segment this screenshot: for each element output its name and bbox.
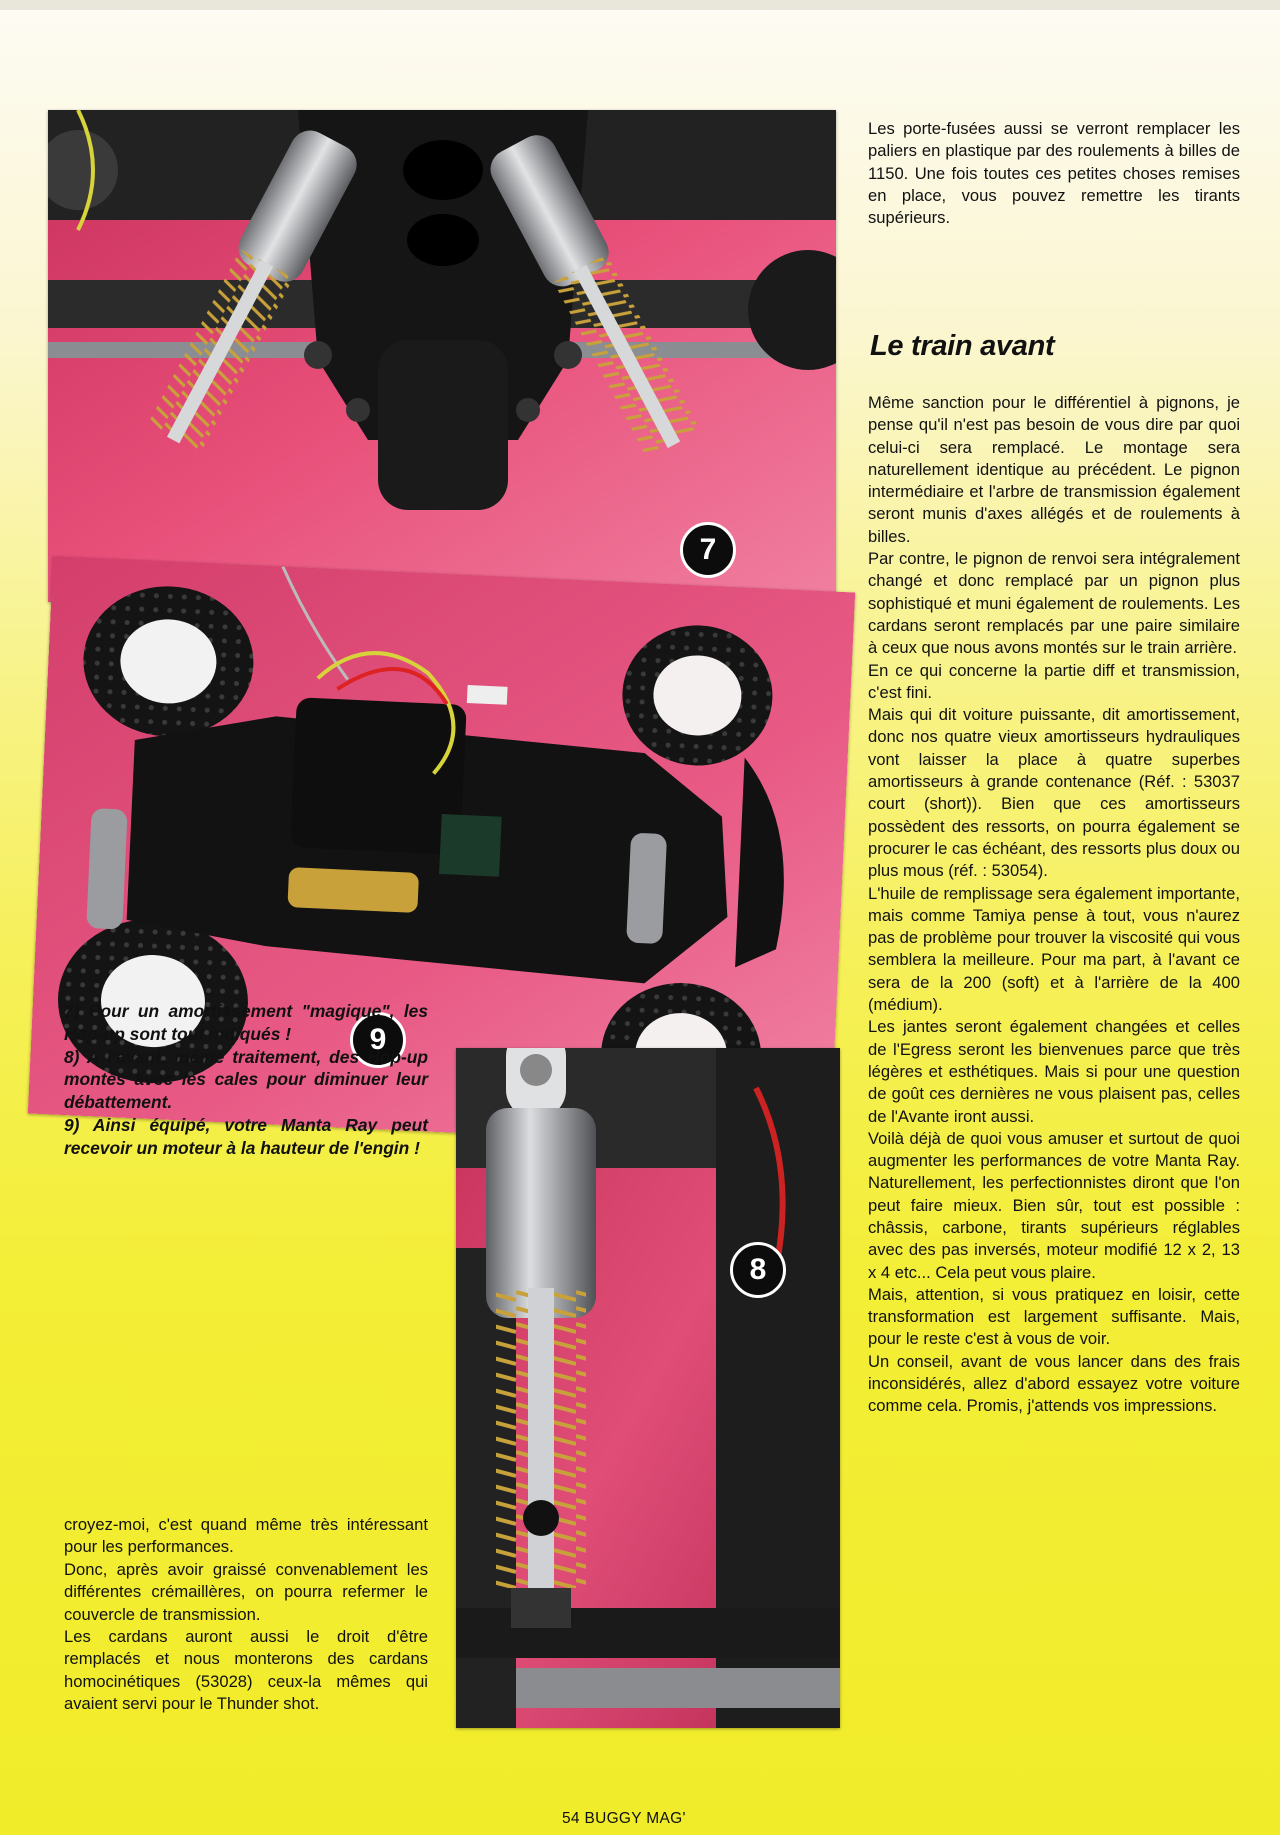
paragraph: Mais qui dit voiture puissante, dit amortissement, donc nos quatre vieux amortisseurs hydrauliques vont laisser la place à quatre superbes amortisseurs à grande contenance (Réf. : 53037 court (short)). Bien que ces amortisseurs possèdent des ressorts, on pourra également se procurer le cas échéant, des ressorts plus doux ou plus mous (réf. : 53054). xyxy=(868,705,1240,881)
photo-number-badge-9: 9 xyxy=(350,1012,406,1068)
intro-paragraph xyxy=(868,118,1240,229)
right-column-body xyxy=(868,392,1240,1418)
photo-front-shock-image xyxy=(456,1048,840,1728)
photo-captions xyxy=(64,1000,428,1160)
paragraph: Voilà déjà de quoi vous amuser et surtout de quoi augmenter les performances de votre Manta Ray. Naturellement, les perfectionnistes diront que l'on peut faire mieux. Bien sûr, tout est possible : châssis, carbone, tirants supérieurs réglables avec des pas inversés, moteur modifié 12 x 2, 13 x 4 etc... Cela peut vous plaire. xyxy=(868,1128,1240,1282)
caption-9: 9) Ainsi équipé, votre Manta Ray peut recevoir un moteur à la hauteur de l'engin ! xyxy=(64,1114,428,1158)
paragraph: Les cardans auront aussi le droit d'être remplacés et nous monterons des cardans homocinétiques (53028) ceux-la mêmes qui avaient servi pour le Thunder shot. xyxy=(64,1627,428,1714)
section-heading: Le train avant xyxy=(870,330,1055,362)
caption-7: 7) Pour un amortissement "magique", les Hop-up sont tout indiqués ! xyxy=(64,1001,428,1044)
intro-text: Les porte-fusées aussi se verront remplacer les paliers en plastique par des roulements à billes de 1150. Une fois toutes ces petites choses remises en place, vous pouvez remettre les tirants supérieurs. xyxy=(868,119,1240,228)
paragraph: Mais, attention, si vous pratiquez en loisir, cette transformation est largement suffisante. Mais, pour le reste c'est à vous de voir. xyxy=(868,1284,1240,1349)
page-footer: 54 BUGGY MAG' xyxy=(562,1810,686,1827)
paragraph: Par contre, le pignon de renvoi sera intégralement changé et donc remplacé par un pignon plus sophistiqué et muni également de roulements. Les cardans seront remplacés par une paire similaire à ceux que nous avons montés sur le train arrière. xyxy=(868,549,1240,658)
photo-number-badge-8: 8 xyxy=(730,1242,786,1298)
paragraph: En ce qui concerne la partie diff et transmission, c'est fini. xyxy=(868,660,1240,702)
paragraph: Donc, après avoir graissé convenablement les différentes crémaillères, on pourra refermer le couvercle de transmission. xyxy=(64,1559,428,1624)
photo-front-shock xyxy=(456,1048,840,1728)
photo-number-badge-7: 7 xyxy=(680,522,736,578)
caption-8: 8) A l'avant, même traitement, des Hop-up montés avec les cales pour diminuer leur débattement. xyxy=(64,1046,428,1113)
paragraph: L'huile de remplissage sera également importante, mais comme Tamiya pense à tout, vous n'aurez pas de problème pour trouver la viscosité qui vous semblera la meilleure. Pour ma part, à l'avant ce sera de la 200 (soft) et à l'arrière de la 400 (médium). xyxy=(868,883,1240,1015)
paragraph: Un conseil, avant de vous lancer dans des frais inconsidérés, allez d'abord essayez votre voiture comme cela. Promis, j'attends vos impressions. xyxy=(868,1351,1240,1416)
paragraph: croyez-moi, c'est quand même très intéressant pour les performances. xyxy=(64,1515,428,1557)
paragraph: Même sanction pour le différentiel à pignons, je pense qu'il n'est pas besoin de vous dire par quoi celui-ci sera remplacé. Le montage sera naturellement identique au précédent. Le pignon intermédiaire et l'arbre de transmission également seront munis d'axes allégés et de roulements à billes. xyxy=(868,393,1240,546)
page-top-edge xyxy=(0,0,1280,10)
left-column-body xyxy=(64,1514,428,1716)
paragraph: Les jantes seront également changées et celles de l'Egress seront les bienvenues parce que très légères et esthétiques. Mais si pour une question de goût ces dernières ne vous plaisent pas, celles de l'Avante iront aussi. xyxy=(868,1017,1240,1126)
